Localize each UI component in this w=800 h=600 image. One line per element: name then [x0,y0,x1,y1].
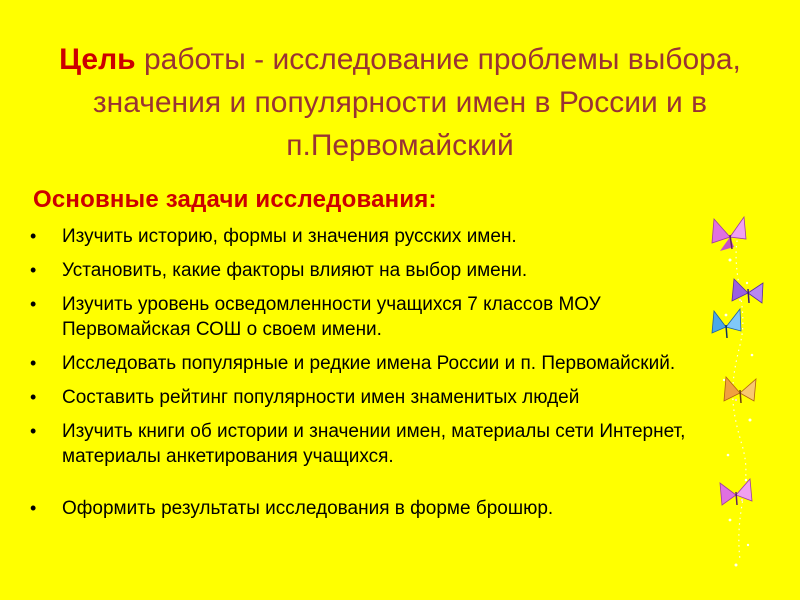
bullet-icon: • [30,421,37,441]
title-rest: работы - исследование проблемы выбора, значения и популярности имен в России и в п.Первомайский [92,43,741,162]
task-text: Оформить результаты исследования в форме брошюр. [62,498,554,519]
butterfly-garland-icon [700,205,770,575]
task-text: Изучить историю, формы и значения русских имен. [62,226,517,247]
task-item [28,496,708,521]
bullet-icon: • [30,260,37,280]
bullet-icon: • [30,226,37,246]
bullet-icon: • [30,498,37,518]
task-text: Изучить книги об истории и значении имен, материалы сети Интернет, материалы анкетирования учащихся. [62,421,686,467]
bullet-icon: • [30,294,37,314]
task-item [28,351,708,376]
task-item [28,419,708,469]
tasks-heading: Основные задачи исследования: [33,186,437,213]
slide-title [40,38,760,167]
bullet-icon: • [30,387,37,407]
bullet-icon: • [30,353,37,373]
tasks-list [28,224,708,530]
task-item [28,224,708,249]
task-item [28,292,708,342]
title-lead: Цель [59,43,136,76]
task-text: Составить рейтинг популярности имен знаменитых людей [62,387,580,408]
task-item [28,258,708,283]
task-item [28,385,708,410]
task-text: Исследовать популярные и редкие имена России и п. Первомайский. [62,353,676,374]
task-text: Установить, какие факторы влияют на выбор имени. [62,260,528,281]
task-text: Изучить уровень осведомленности учащихся 7 классов МОУ Первомайская СОШ о своем имени. [62,294,601,340]
